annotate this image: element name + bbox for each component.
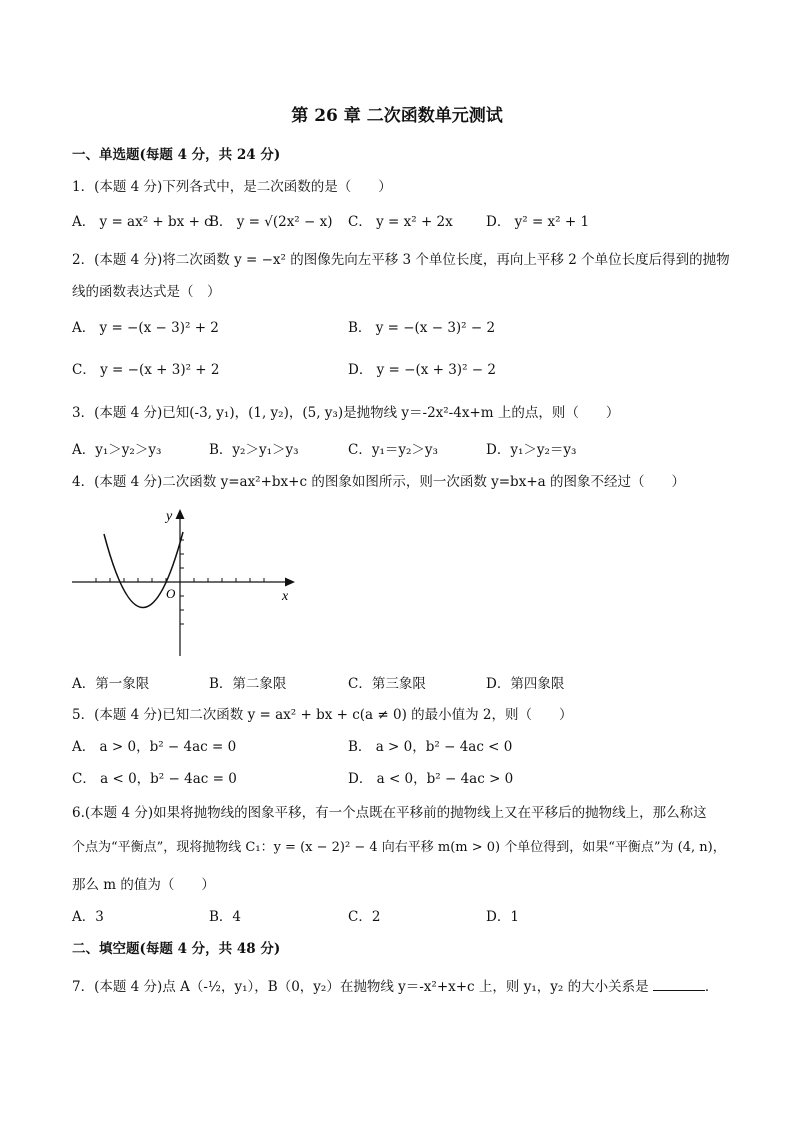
question-4-option-c: C．第三象限	[348, 676, 426, 692]
question-4-option-b: B．第二象限	[209, 676, 287, 692]
question-5-option-c: C． a < 0，b² − 4ac = 0	[72, 771, 237, 787]
question-6-stem-line-1: 6.(本题 4 分)如果将抛物线的图象平移，有一个点既在平移前的抛物线上又在平移后的抛物线上，那么称这	[72, 805, 707, 821]
question-1-option-d: D． y² = x² + 1	[486, 214, 590, 230]
y-axis-arrow	[176, 509, 185, 519]
question-2-option-d: D． y = −(x + 3)² − 2	[348, 362, 496, 378]
question-6-option-c: C．2	[348, 909, 381, 925]
question-5-option-a: A． a > 0，b² − 4ac = 0	[72, 739, 237, 755]
question-4-option-a: A．第一象限	[72, 676, 150, 692]
question-5-option-b: B． a > 0，b² − 4ac < 0	[348, 739, 513, 755]
question-2-option-b: B． y = −(x − 3)² − 2	[348, 320, 496, 336]
question-1-option-a: A． y = ax² + bx + c	[72, 214, 212, 230]
question-3-stem: 3．(本题 4 分)已知(-3, y₁)，(1, y₂)，(5, y₃)是抛物线 y＝-2x²-4x+m 上的点，则（ ）	[72, 405, 620, 421]
section-heading-single-choice: 一、单选题(每题 4 分，共 24 分)	[72, 147, 281, 163]
question-7-stem: 7．(本题 4 分)点 A（-½，y₁），B（0，y₂）在抛物线 y＝-x²+x+c 上，则 y₁，y₂ 的大小关系是	[72, 979, 649, 995]
graph-y-label: y	[166, 509, 173, 524]
question-5-stem: 5．(本题 4 分)已知二次函数 y = ax² + bx + c(a ≠ 0) 的最小值为 2，则（ ）	[72, 707, 573, 723]
question-3-option-a: A．y₁＞y₂＞y₃	[72, 442, 162, 458]
question-1-stem: 1．(本题 4 分)下列各式中，是二次函数的是（ ）	[72, 179, 392, 195]
question-4-stem: 4．(本题 4 分)二次函数 y=ax²+bx+c 的图象如图所示，则一次函数 y=bx+a 的图象不经过（ ）	[72, 474, 685, 490]
question-7-end: ．	[704, 979, 719, 995]
question-5-option-d: D． a < 0，b² − 4ac > 0	[348, 771, 514, 787]
question-6-stem-line-2: 个点为“平衡点”，现将抛物线 C₁：y = (x − 2)² − 4 向右平移 m(m > 0) 个单位得到，如果“平衡点”为 (4, n)，	[72, 840, 726, 855]
section-heading-fill-in: 二、填空题(每题 4 分，共 48 分)	[72, 941, 281, 957]
x-axis-arrow	[285, 578, 295, 587]
question-1-option-b: B． y = √(2x² − x)	[209, 214, 333, 230]
question-2-option-a: A． y = −(x − 3)² + 2	[72, 320, 219, 336]
question-6-option-b: B．4	[209, 909, 242, 925]
question-3-option-d: D．y₁＞y₂＝y₃	[486, 442, 577, 458]
graph-x-label: x	[282, 589, 289, 604]
question-1-option-c: C． y = x² + 2x	[348, 214, 453, 230]
question-3-option-b: B．y₂＞y₁＞y₃	[209, 442, 299, 458]
graph-origin-label: O	[166, 586, 176, 601]
question-2-stem-line-1: 2．(本题 4 分)将二次函数 y = −x² 的图像先向左平移 3 个单位长度，再向上平移 2 个单位长度后得到的抛物	[72, 252, 730, 268]
question-2-stem-line-2: 线的函数表达式是（ ）	[72, 284, 221, 300]
question-7-answer-blank[interactable]	[653, 977, 705, 991]
question-7-line	[72, 977, 718, 996]
question-6-option-d: D．1	[486, 909, 519, 925]
question-4-parabola-graph	[66, 504, 302, 660]
page-title: 第 26 章 二次函数单元测试	[291, 106, 503, 126]
question-6-stem-line-3: 那么 m 的值为（ ）	[72, 877, 215, 893]
question-6-option-a: A．3	[72, 909, 104, 925]
question-2-option-c: C． y = −(x + 3)² + 2	[72, 362, 220, 378]
question-3-option-c: C．y₁＝y₂＞y₃	[348, 442, 438, 458]
question-4-option-d: D．第四象限	[486, 676, 565, 692]
